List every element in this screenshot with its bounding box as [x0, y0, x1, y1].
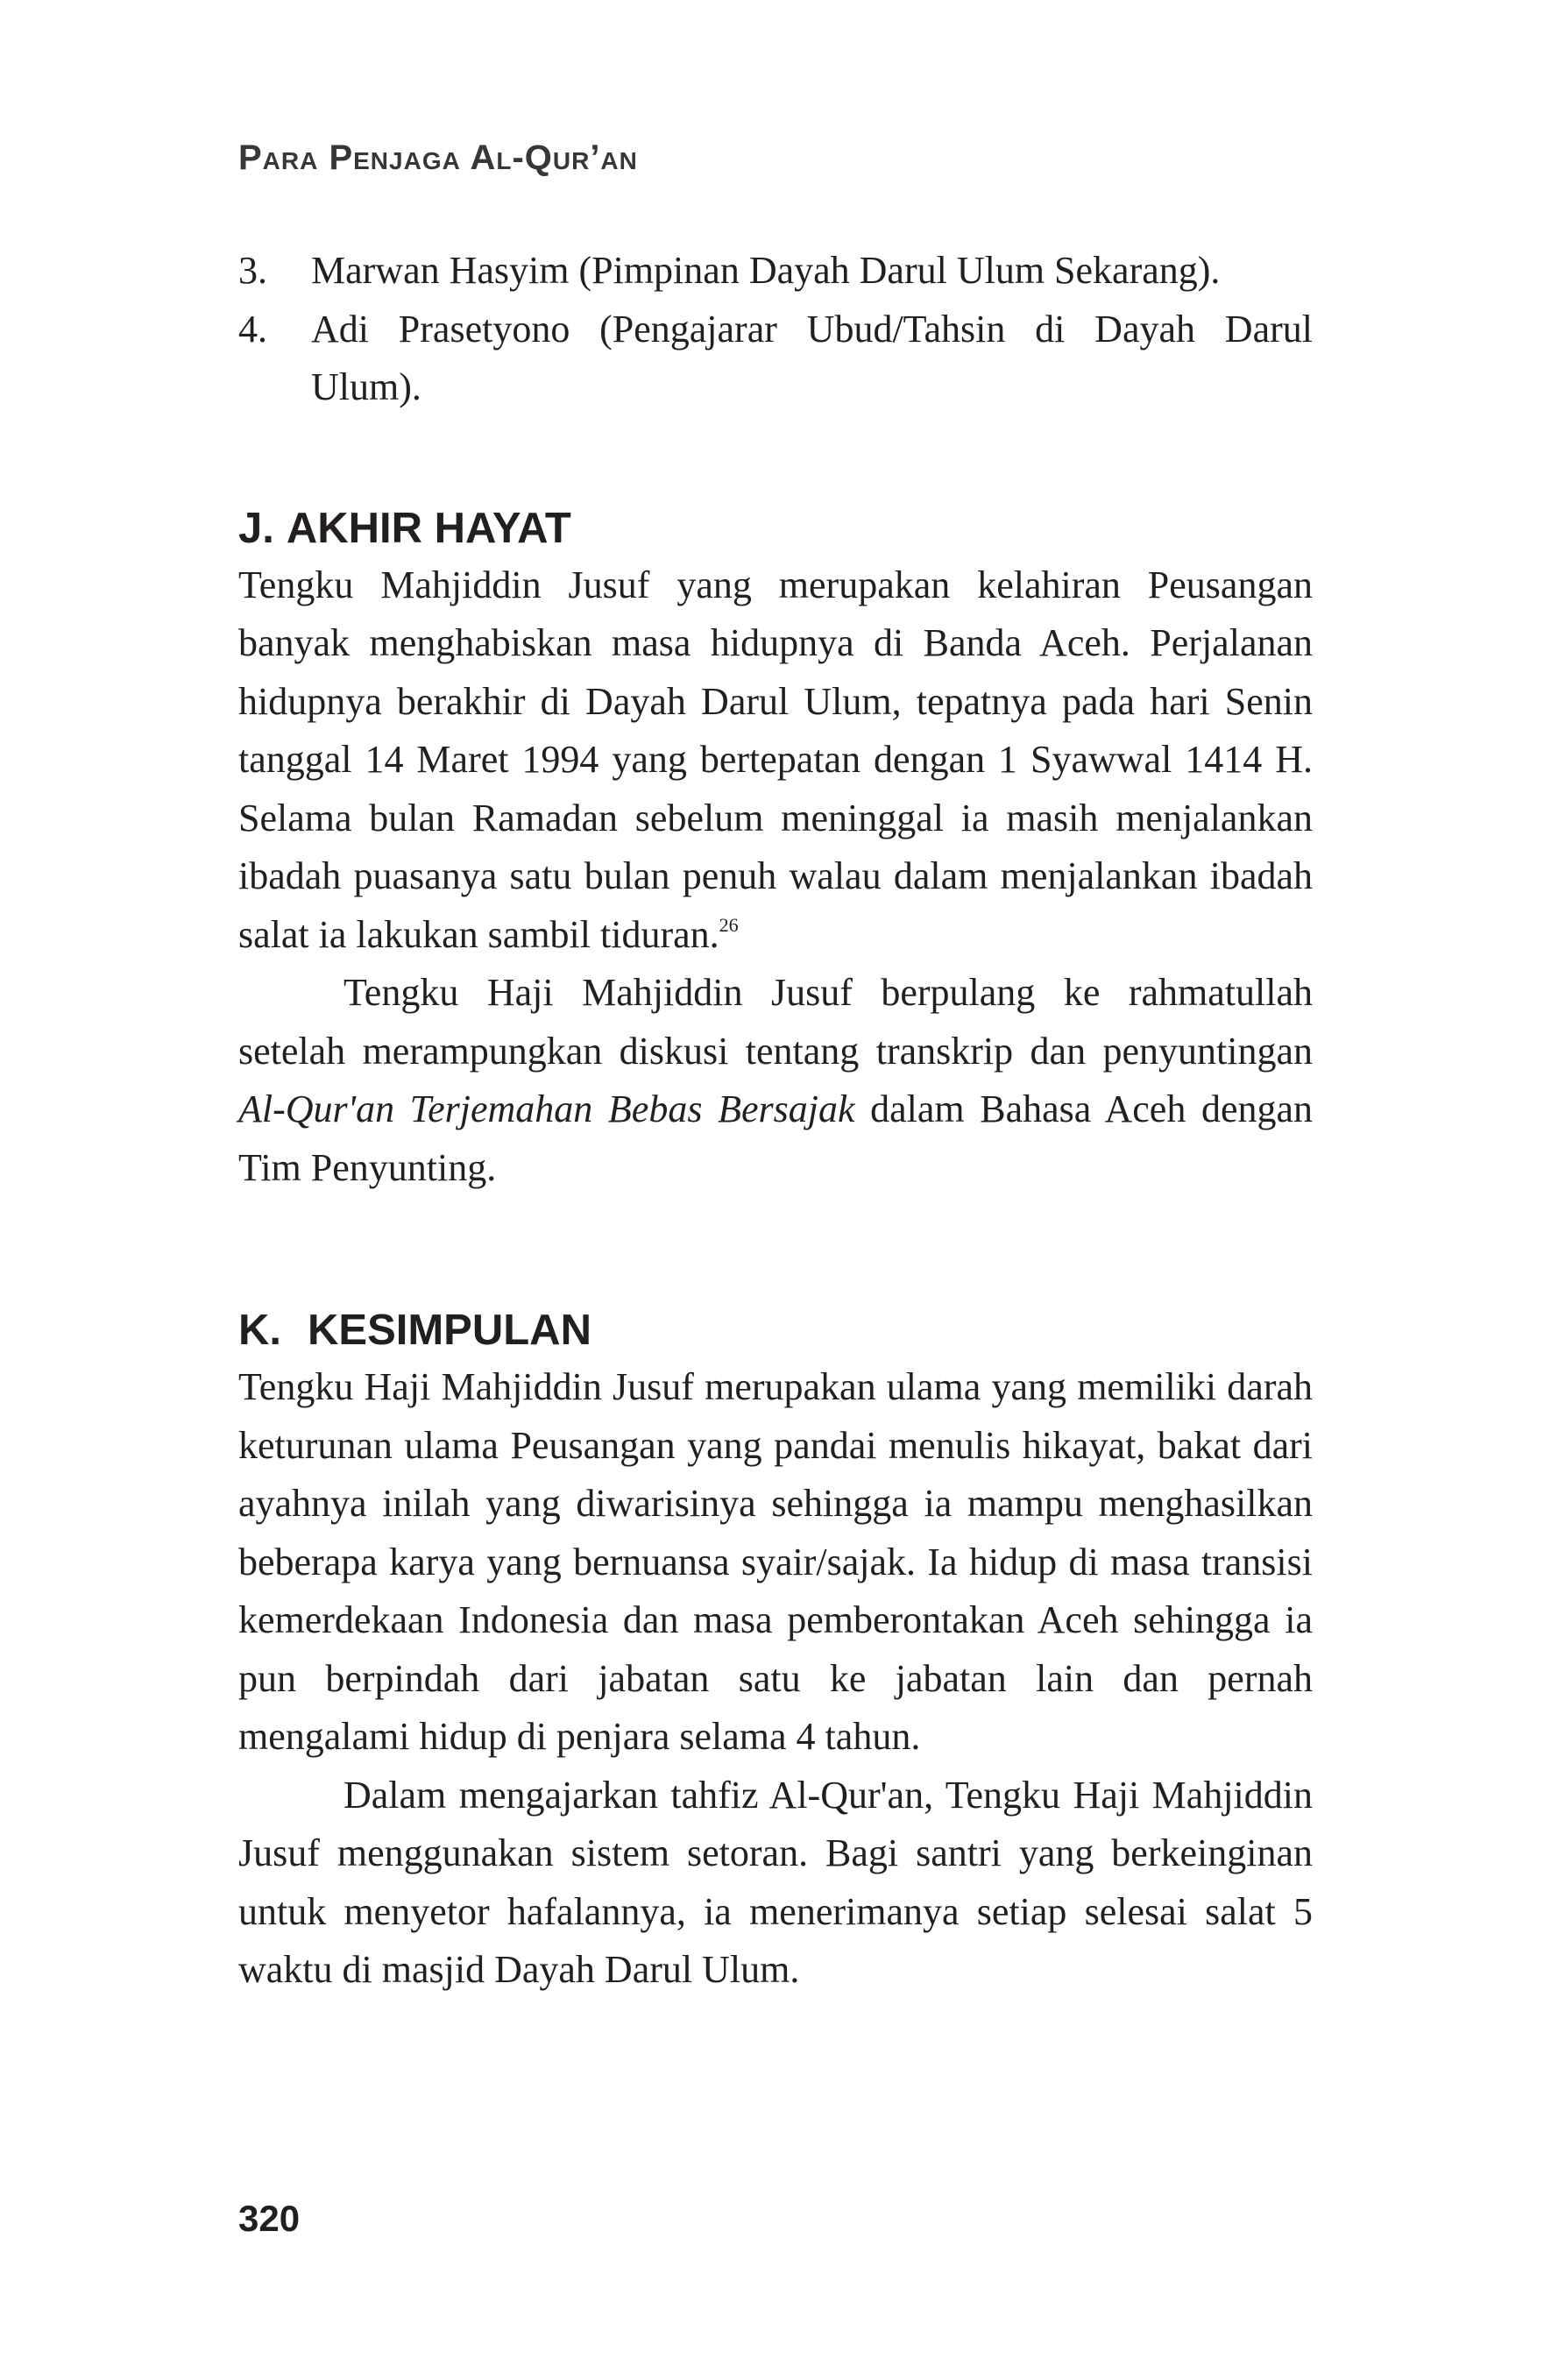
paragraph	[238, 556, 1313, 965]
running-header: Para Penjaga Al-Qur’an	[238, 138, 638, 177]
list-item-number: 4.	[238, 307, 267, 351]
paragraph	[238, 1358, 1313, 1767]
list-item-number: 3.	[238, 249, 267, 292]
section-heading-akhir-hayat	[238, 500, 1313, 556]
section-letter: K.	[238, 1307, 281, 1354]
list-item	[238, 301, 1313, 417]
section-letter: J.	[238, 504, 274, 552]
paragraph-text: Dalam mengajarkan tahfiz Al-Qur'an, Tengku Haji Mahjiddin Jusuf menggunakan sistem setoran. Bagi santri yang berkeinginan untuk menyetor hafalannya, ia menerimanya setiap selesai salat 5 waktu di masjid Dayah Darul Ulum.	[238, 1773, 1313, 1991]
section-heading-kesimpulan	[238, 1302, 1313, 1358]
list-item	[238, 242, 1313, 301]
paragraph-text: Tengku Haji Mahjiddin Jusuf merupakan ulama yang memiliki darah keturunan ulama Peusangan yang pandai menulis hikayat, bakat dari ayahnya inilah yang diwarisinya sehingga ia mampu menghasilkan beberapa karya yang bernuansa syair/sajak. Ia hidup di masa transisi kemerdekaan Indonesia dan masa pemberontakan Aceh sehingga ia pun berpindah dari jabatan satu ke jabatan lain dan pernah mengalami hidup di penjara selama 4 tahun.	[238, 1365, 1313, 1758]
list-item-text: Marwan Hasyim (Pimpinan Dayah Darul Ulum Sekarang).	[311, 249, 1221, 292]
footnote-marker: 26	[719, 913, 739, 936]
paragraph-text: Tengku Haji Mahjiddin Jusuf berpulang ke rahmatullah setelah merampungkan diskusi tentang transkrip dan penyuntingan	[238, 971, 1313, 1073]
numbered-list	[238, 242, 1313, 417]
paragraph-text: dalam Bahasa Aceh dengan Tim Penyunting.	[238, 1087, 1313, 1189]
page-body	[238, 242, 1313, 2000]
page-number: 320	[238, 2198, 301, 2239]
list-item-text: Adi Prasetyono (Pengajarar Ubud/Tahsin di Dayah Darul Ulum).	[311, 307, 1313, 408]
section-title: AKHIR HAYAT	[286, 504, 571, 552]
paragraph	[238, 1767, 1313, 2000]
book-title-italic: Al-Qur'an Terjemahan Bebas Bersajak	[238, 1087, 855, 1130]
section-title: KESIMPULAN	[308, 1307, 591, 1354]
paragraph	[238, 964, 1313, 1197]
paragraph-text: Tengku Mahjiddin Jusuf yang merupakan kelahiran Peusangan banyak menghabiskan masa hidupnya di Banda Aceh. Perjalanan hidupnya berakhir di Dayah Darul Ulum, tepatnya pada hari Senin tanggal 14 Maret 1994 yang bertepatan dengan 1 Syawwal 1414 H. Selama bulan Ramadan sebelum meninggal ia masih menjalankan ibadah puasanya satu bulan penuh walau dalam menjalankan ibadah salat ia lakukan sambil tiduran.	[238, 563, 1313, 956]
